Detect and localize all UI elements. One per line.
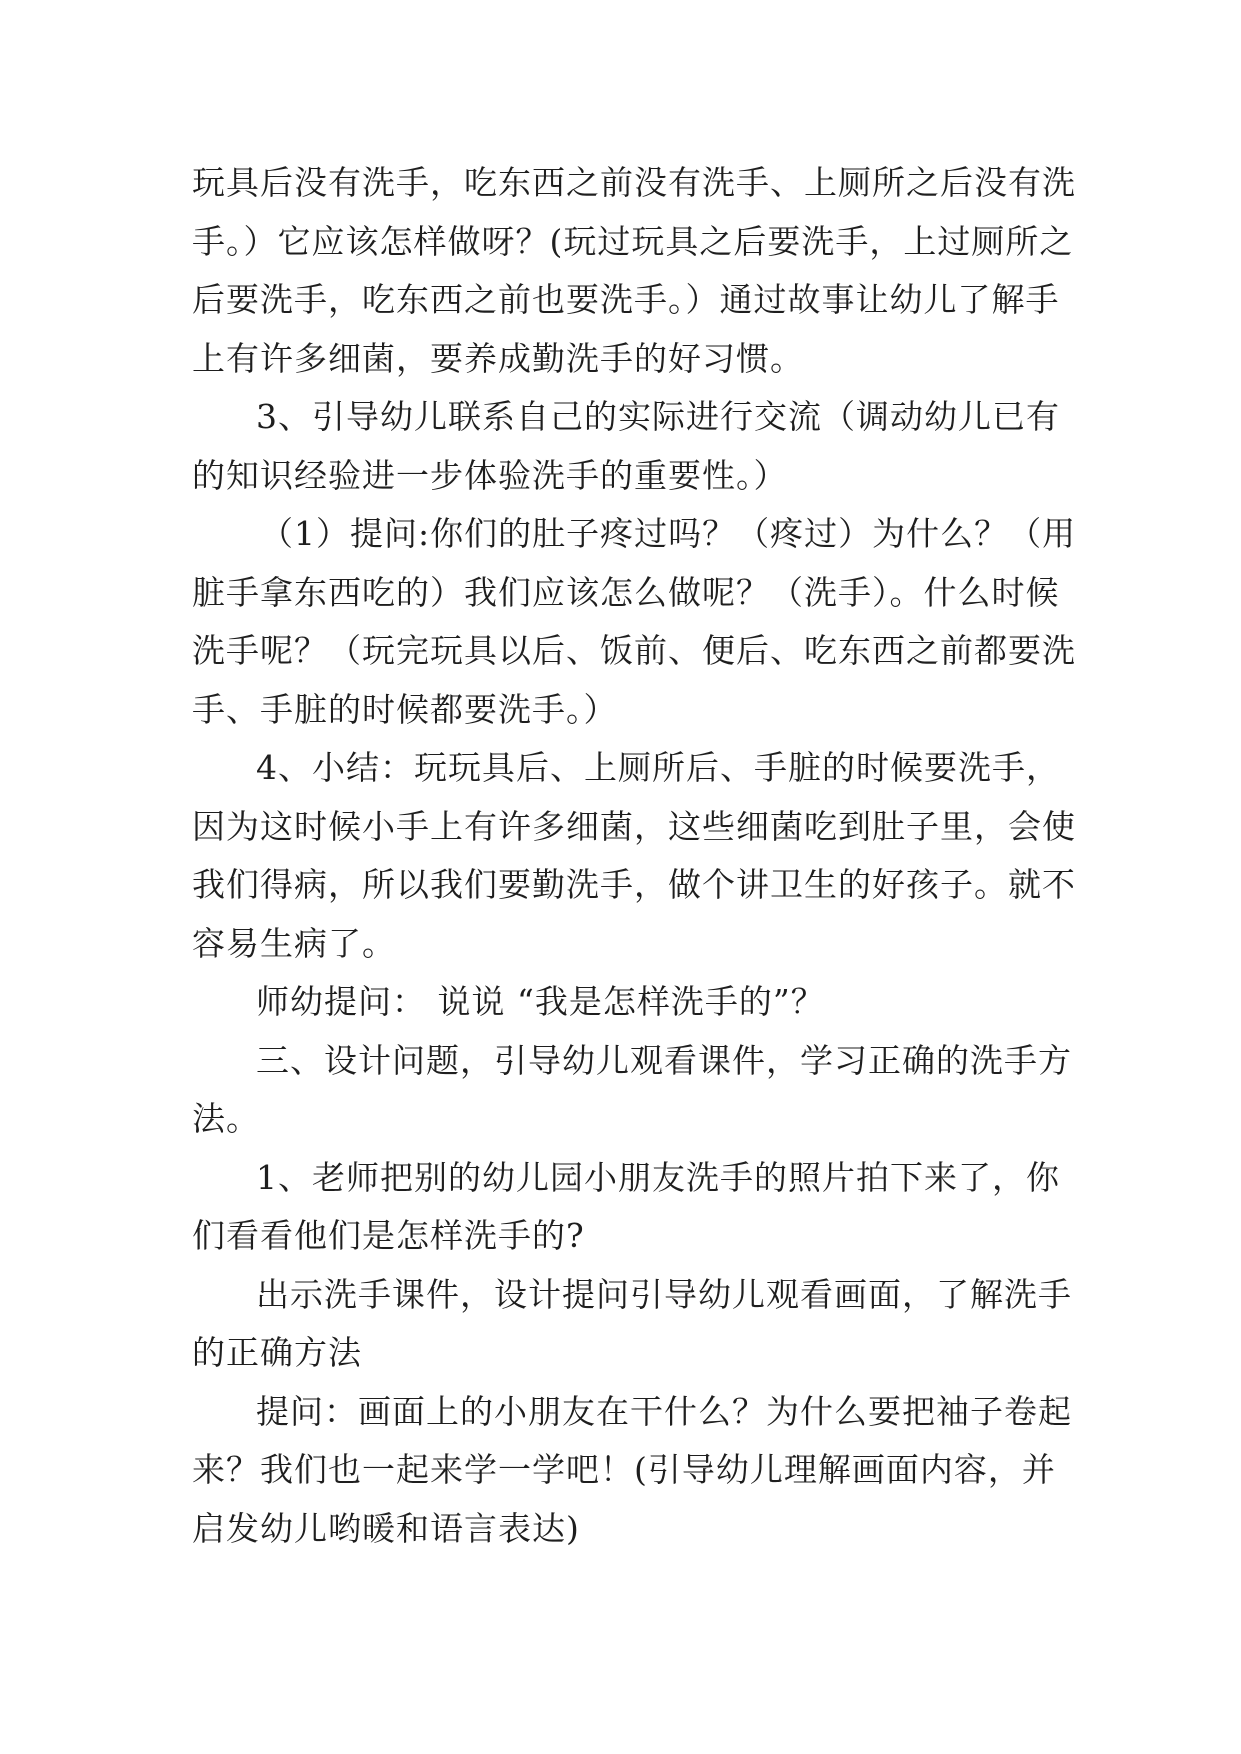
- text-line: 们看看他们是怎样洗手的?: [192, 1216, 585, 1255]
- text-line: 启发幼儿哟暖和语言表达): [192, 1508, 580, 1548]
- text-line: 师幼提问： 说说 “我是怎样洗手的”？: [256, 982, 825, 1021]
- text-line: 我们得病，所以我们要勤洗手，做个讲卫生的好孩子。就不: [192, 865, 1076, 904]
- text-line: 的正确方法: [192, 1333, 362, 1372]
- text-line: 手、手脏的时候都要洗手。）: [192, 689, 618, 729]
- text-line: 3、引导幼儿联系自己的实际进行交流（调动幼儿已有: [256, 397, 1060, 436]
- document-body: [192, 163, 1077, 1568]
- text-line: 1、老师把别的幼儿园小朋友洗手的照片拍下来了，你: [256, 1157, 1060, 1197]
- text-line: 来？我们也一起来学一学吧！(引导幼儿理解画面内容，并: [192, 1450, 1056, 1489]
- text-line: 脏手拿东西吃的）我们应该怎么做呢？（洗手）。什么时候: [192, 572, 1060, 612]
- text-line: 容易生病了。: [192, 923, 396, 963]
- text-line: 洗手呢？（玩完玩具以后、饭前、便后、吃东西之前都要洗: [192, 631, 1076, 670]
- text-line: 提问：画面上的小朋友在干什么？为什么要把袖子卷起: [256, 1391, 1072, 1431]
- text-line: 玩具后没有洗手，吃东西之前没有洗手、上厕所之后没有洗: [192, 163, 1076, 202]
- text-line: 的知识经验进一步体验洗手的重要性。）: [192, 455, 788, 495]
- text-line: 4、小结：玩玩具后、上厕所后、手脏的时候要洗手，: [256, 748, 1060, 787]
- text-line: 后要洗手，吃东西之前也要洗手。）通过故事让幼儿了解手: [192, 280, 1060, 319]
- text-line: 出示洗手课件，设计提问引导幼儿观看画面，了解洗手: [256, 1274, 1072, 1314]
- text-line: 法。: [192, 1099, 260, 1138]
- text-line: 三、设计问题，引导幼儿观看课件，学习正确的洗手方: [256, 1040, 1072, 1080]
- text-line: 上有许多细菌，要养成勤洗手的好习惯。: [192, 338, 804, 378]
- text-line: 因为这时候小手上有许多细菌，这些细菌吃到肚子里，会使: [192, 806, 1076, 846]
- text-line: （1）提问:你们的肚子疼过吗？（疼过）为什么？（用: [260, 514, 1077, 553]
- text-line: 手。）它应该怎样做呀？(玩过玩具之后要洗手，上过厕所之: [192, 221, 1074, 261]
